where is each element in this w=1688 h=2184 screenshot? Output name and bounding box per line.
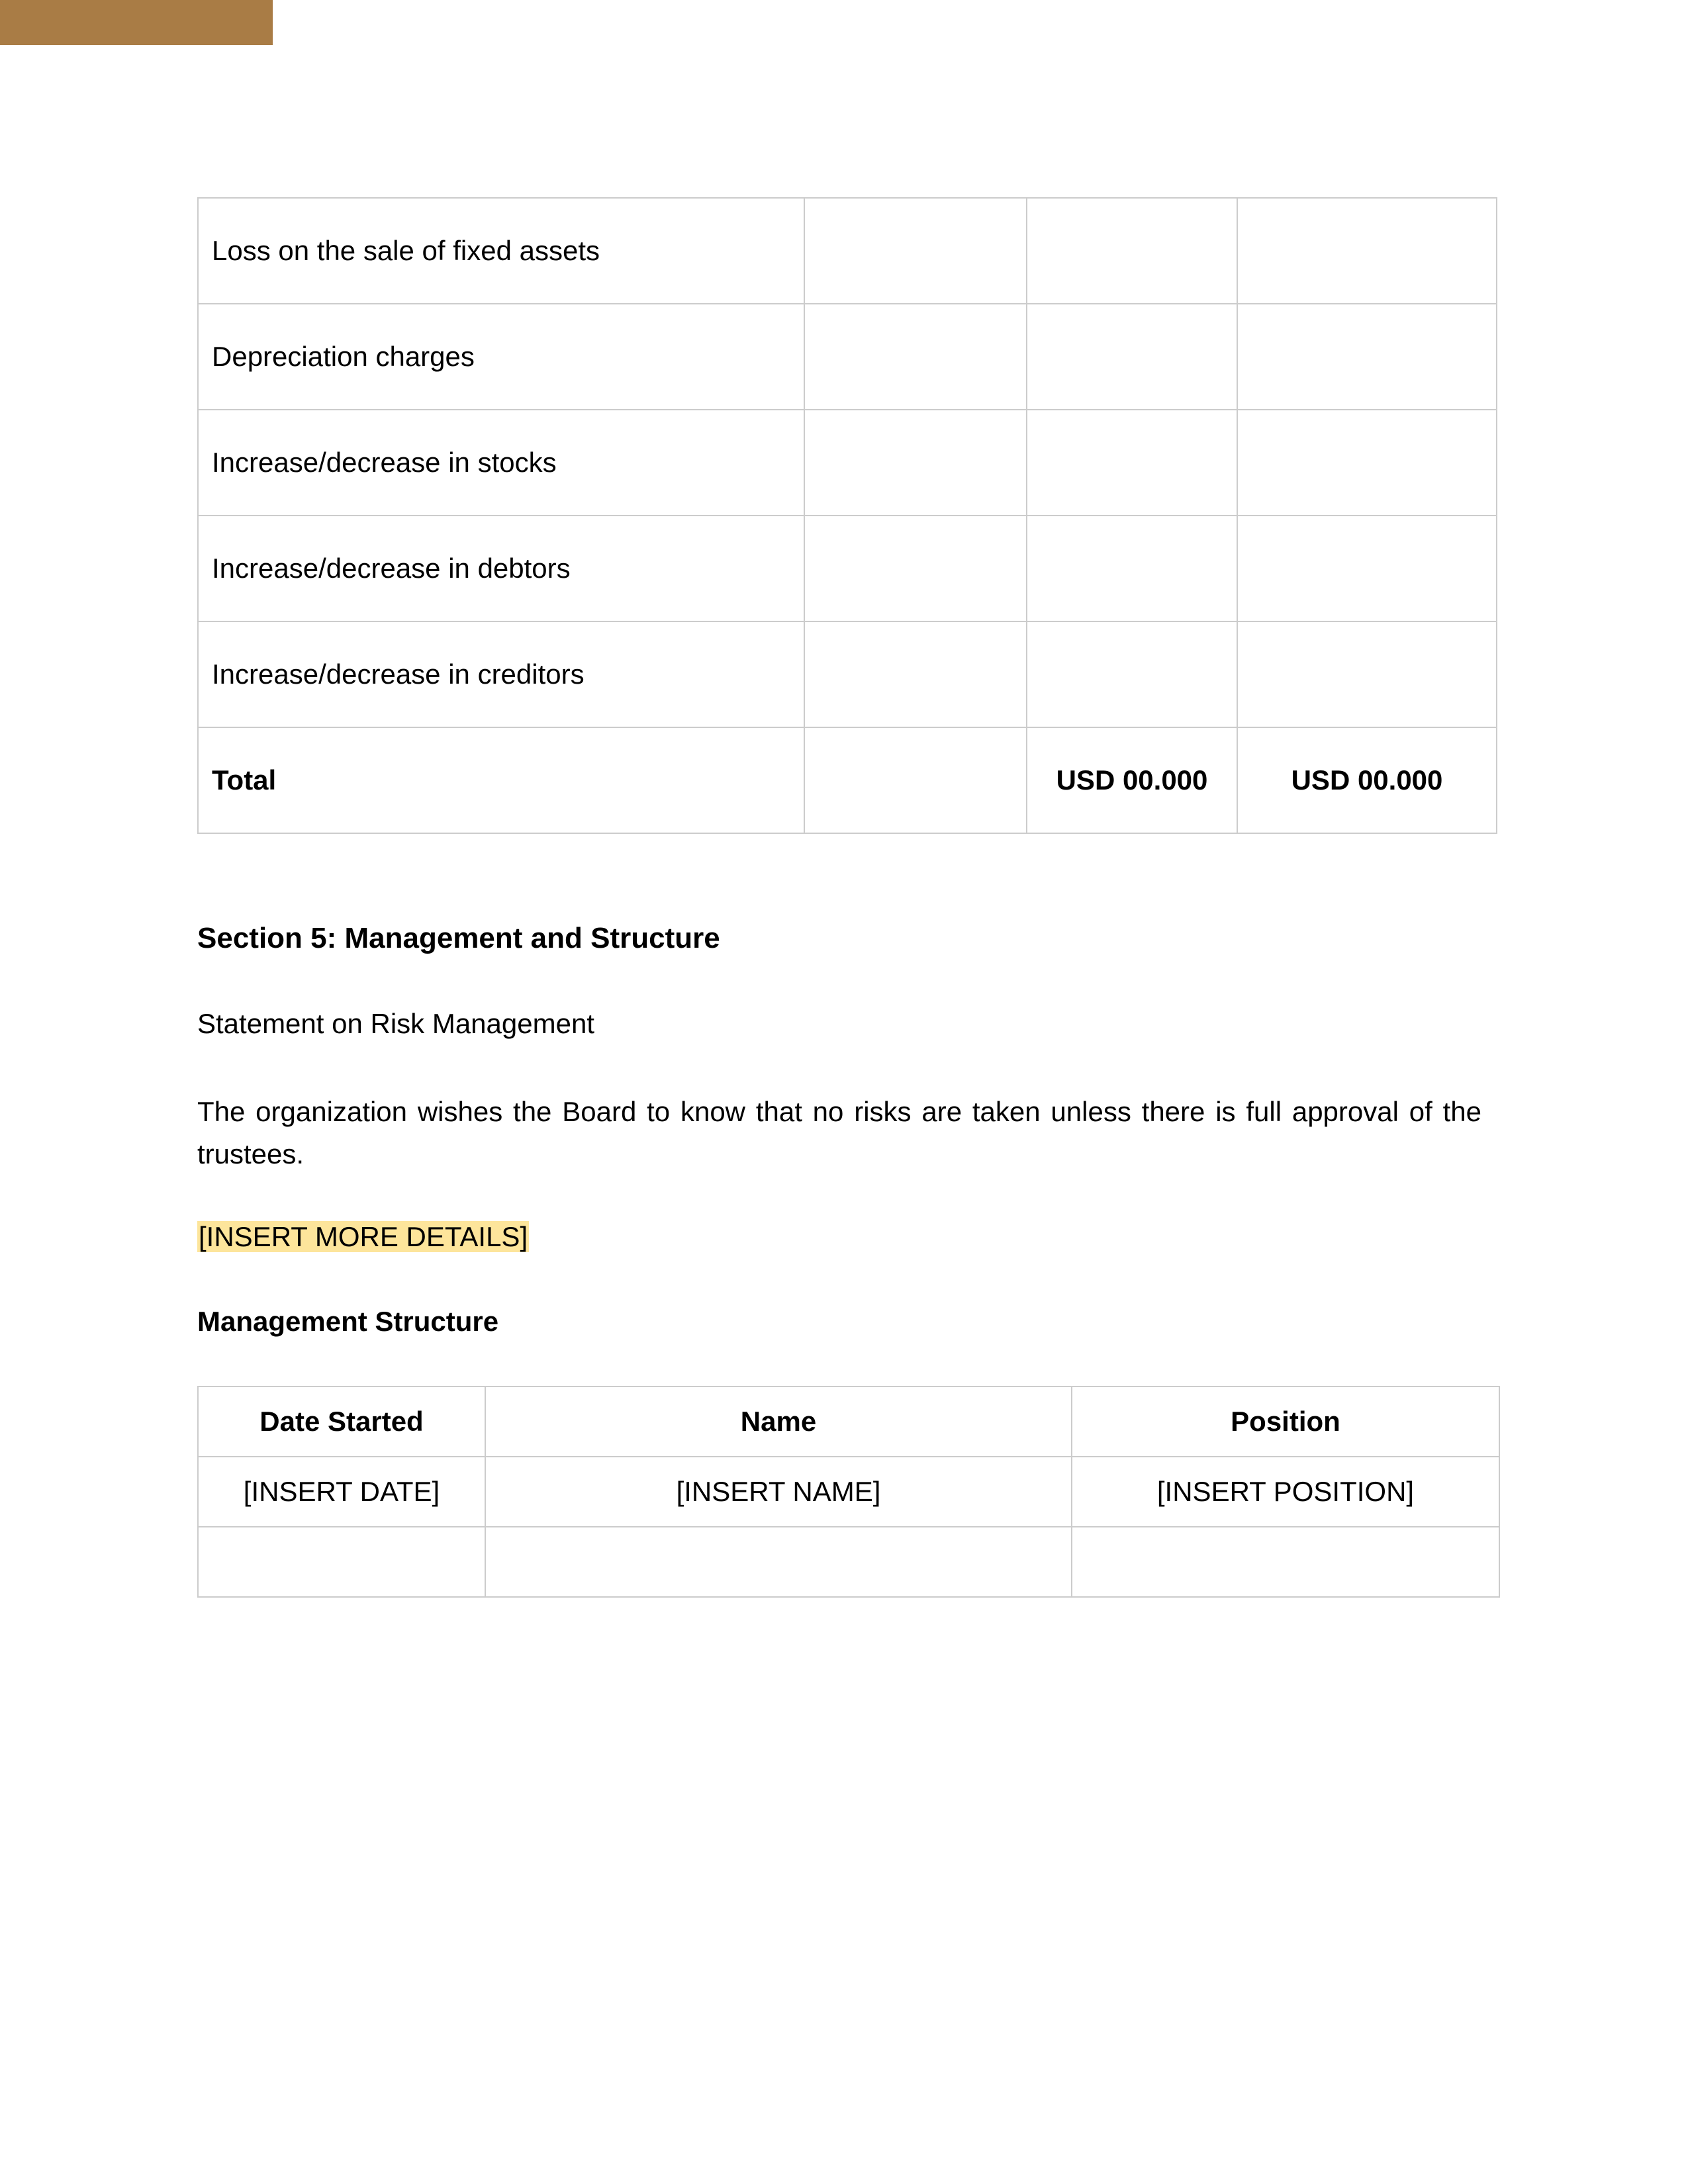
table-row — [198, 1527, 1499, 1597]
table-cell — [1027, 410, 1237, 516]
table-cell — [1237, 410, 1497, 516]
table-cell — [1027, 304, 1237, 410]
table-cell — [1237, 198, 1497, 304]
row-label: Depreciation charges — [198, 304, 804, 410]
table-cell — [804, 304, 1027, 410]
row-label: Increase/decrease in stocks — [198, 410, 804, 516]
table-cell — [804, 516, 1027, 621]
insert-details-placeholder: [INSERT MORE DETAILS] — [199, 1221, 528, 1252]
table-cell — [1237, 516, 1497, 621]
total-amount: USD 00.000 — [1027, 727, 1237, 833]
management-structure-heading: Management Structure — [197, 1306, 499, 1337]
row-label: Loss on the sale of fixed assets — [198, 198, 804, 304]
table-cell — [1027, 516, 1237, 621]
table-cell — [804, 198, 1027, 304]
table-cell — [1072, 1527, 1499, 1597]
document-page — [197, 197, 1495, 1598]
table-row — [198, 304, 1497, 410]
cash-flow-table — [197, 197, 1497, 834]
risk-statement-paragraph: The organization wishes the Board to know that no risks are taken unless there is full approval of the trustees. — [197, 1096, 1481, 1169]
table-cell — [804, 621, 1027, 727]
table-row — [198, 516, 1497, 621]
management-table — [197, 1386, 1500, 1598]
section-heading: Section 5: Management and Structure — [197, 922, 720, 954]
table-cell — [1027, 198, 1237, 304]
table-header-row — [198, 1387, 1499, 1457]
table-cell — [1237, 304, 1497, 410]
header-accent-bar — [0, 0, 273, 45]
table-cell — [804, 410, 1027, 516]
placeholder-line — [197, 1219, 1495, 1255]
column-header: Position — [1072, 1387, 1499, 1457]
table-row — [198, 410, 1497, 516]
table-row — [198, 198, 1497, 304]
total-row — [198, 727, 1497, 833]
table-cell: [INSERT NAME] — [485, 1457, 1072, 1527]
total-amount: USD 00.000 — [1237, 727, 1497, 833]
column-header: Date Started — [198, 1387, 485, 1457]
table-cell — [1027, 621, 1237, 727]
table-cell: [INSERT POSITION] — [1072, 1457, 1499, 1527]
total-cell — [804, 727, 1027, 833]
row-label: Increase/decrease in debtors — [198, 516, 804, 621]
table-cell — [198, 1527, 485, 1597]
total-label: Total — [198, 727, 804, 833]
column-header: Name — [485, 1387, 1072, 1457]
table-row — [198, 621, 1497, 727]
table-cell — [1237, 621, 1497, 727]
risk-management-subheading: Statement on Risk Management — [197, 1008, 594, 1039]
row-label: Increase/decrease in creditors — [198, 621, 804, 727]
table-row — [198, 1457, 1499, 1527]
table-cell: [INSERT DATE] — [198, 1457, 485, 1527]
table-cell — [485, 1527, 1072, 1597]
